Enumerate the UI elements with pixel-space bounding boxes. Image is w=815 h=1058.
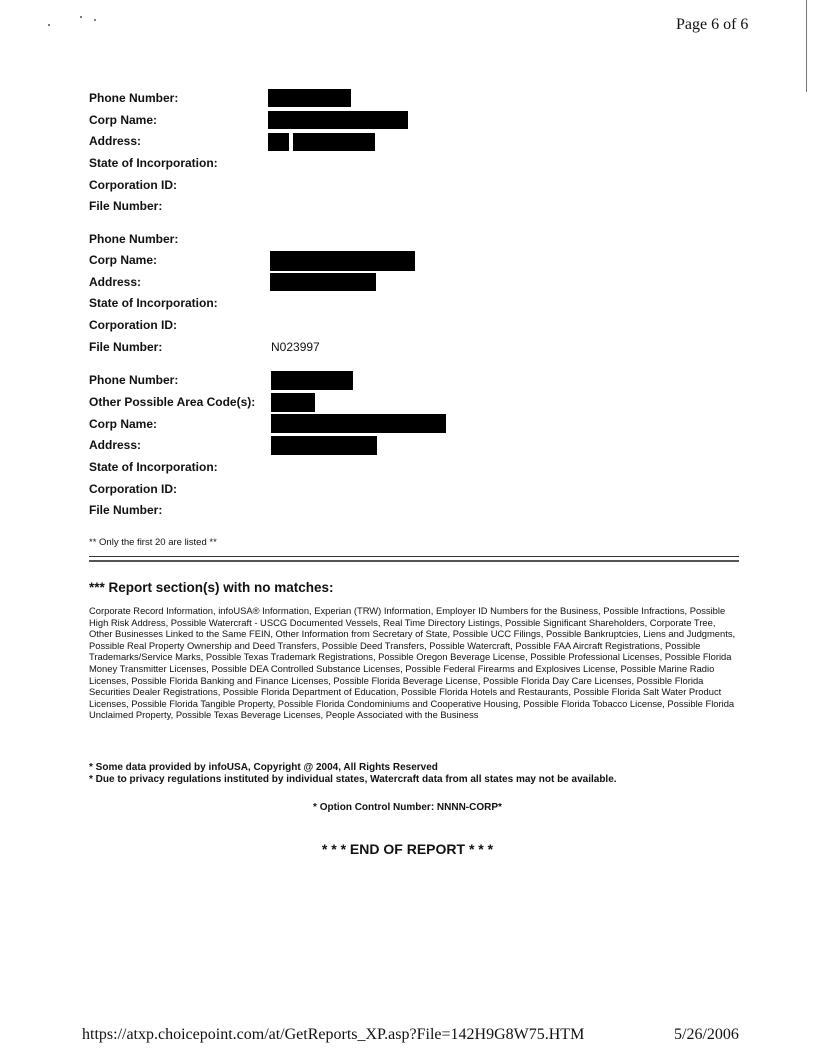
redaction-block xyxy=(268,89,351,107)
field-label: Corp Name: xyxy=(89,417,158,431)
redaction-block xyxy=(270,251,415,271)
privacy-disclaimer: * Due to privacy regulations instituted by individual states, Watercraft data from all states may not be available. xyxy=(89,774,617,785)
field-label: Corporation ID: xyxy=(89,318,177,332)
no-matches-heading: *** Report section(s) with no matches: xyxy=(89,580,334,595)
end-of-report: * * * END OF REPORT * * * xyxy=(321,841,494,857)
section-divider xyxy=(89,556,739,557)
field-label: Phone Number: xyxy=(89,232,179,246)
field-label: Corporation ID: xyxy=(89,178,177,192)
section-divider xyxy=(89,560,739,562)
file-number-value: N023997 xyxy=(271,340,320,354)
scan-speck xyxy=(48,24,50,26)
list-limit-note: ** Only the first 20 are listed ** xyxy=(89,537,217,548)
field-label: File Number: xyxy=(89,199,163,213)
scan-speck xyxy=(80,16,82,18)
redaction-block xyxy=(268,133,289,151)
field-label: Corp Name: xyxy=(89,253,158,267)
field-label: Phone Number: xyxy=(89,373,179,387)
redaction-block xyxy=(268,111,408,129)
field-label: State of Incorporation: xyxy=(89,156,218,170)
infousa-disclaimer: * Some data provided by infoUSA, Copyright @ 2004, All Rights Reserved xyxy=(89,762,438,773)
field-label: Address: xyxy=(89,275,142,289)
redaction-block xyxy=(270,273,376,291)
field-label: Other Possible Area Code(s): xyxy=(89,395,256,409)
field-label: Corp Name: xyxy=(89,113,158,127)
scan-speck xyxy=(94,19,96,21)
footer-url: https://atxp.choicepoint.com/at/GetReports_XP.asp?File=142H9G8W75.HTM xyxy=(82,1026,585,1043)
redaction-block xyxy=(271,393,315,412)
page-number: Page 6 of 6 xyxy=(676,16,749,33)
field-label: Address: xyxy=(89,134,142,148)
no-matches-list: Corporate Record Information, infoUSA® Information, Experian (TRW) Information, Employer ID Numbers for the Business, Possible Infractions, Possible High Risk Address, Possible Watercraft - USCG Documented Vessels, Real Time Directory Listings, Possible Significant Shareholders, Corporate Tree, Other Businesses Linked to the Same FEIN, Other Information from Secretary of State, Possible UCC Filings, Possible Bankruptcies, Liens and Judgments, Possible Real Property Ownership and Deed Transfers, Possible Deed Transfers, Possible Watercraft, Possible FAA Aircraft Registrations, Possible Trademarks/Service Marks, Possible Texas Trademark Registrations, Possible Oregon Beverage License, Possible Professional Licenses, Possible Florida Money Transmitter Licenses, Possible DEA Controlled Substance Licenses, Possible Federal Firearms and Explosives License, Possible Marine Radio Licenses, Possible Florida Banking and Finance Licenses, Possible Florida Beverage License, Possible Florida Day Care Licenses, Possible Florida Securities Dealer Registrations, Possible Florida Department of Education, Possible Florida Hotels and Restaurants, Possible Florida Salt Water Product Licenses, Possible Florida Tangible Property, Possible Florida Condominiums and Cooperative Housing, Possible Florida Tobacco License, Possible Florida Unclaimed Property, Possible Texas Beverage Licenses, People Associated with the Business xyxy=(89,605,736,721)
field-label: Address: xyxy=(89,438,142,452)
field-label: Corporation ID: xyxy=(89,482,177,496)
field-label: State of Incorporation: xyxy=(89,296,218,310)
redaction-block xyxy=(271,436,377,455)
margin-rule xyxy=(806,0,807,92)
field-label: File Number: xyxy=(89,503,163,517)
redaction-block xyxy=(271,371,353,390)
footer-date: 5/26/2006 xyxy=(674,1026,739,1043)
redaction-block xyxy=(293,133,375,151)
field-label: State of Incorporation: xyxy=(89,460,218,474)
option-control-number: * Option Control Number: NNNN-CORP* xyxy=(313,802,502,813)
field-label: Phone Number: xyxy=(89,91,179,105)
field-label: File Number: xyxy=(89,340,163,354)
redaction-block xyxy=(271,414,446,433)
